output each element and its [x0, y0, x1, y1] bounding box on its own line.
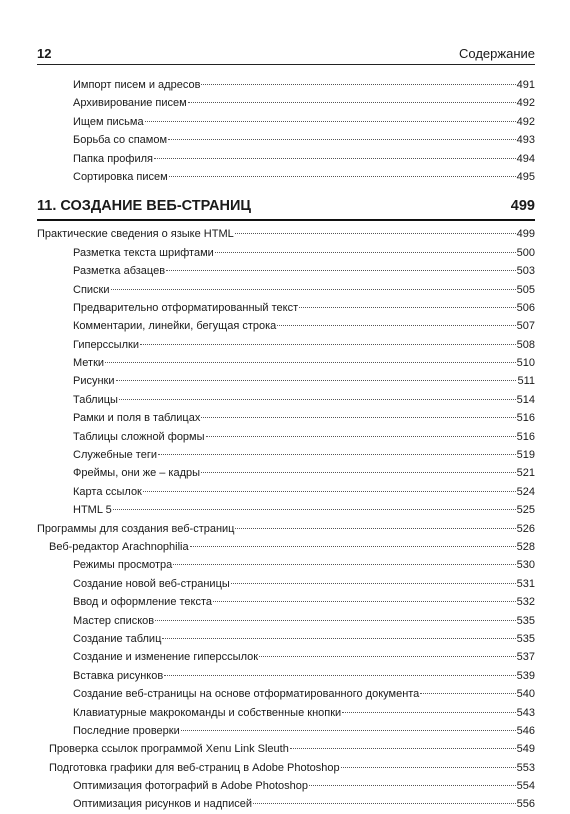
toc-entry[interactable] [37, 556, 535, 574]
toc-entry-page: 500 [516, 246, 535, 259]
toc-entry-page: 505 [516, 283, 535, 296]
toc-entry-title: Метки [73, 357, 105, 370]
toc-entry[interactable] [37, 464, 535, 482]
toc-entry-title: Проверка ссылок программой Xenu Link Sleuth [49, 743, 289, 756]
toc-entry-title: Фреймы, они же – кадры [73, 467, 201, 480]
toc-entry-title: Последние проверки [73, 724, 180, 737]
toc-leader [215, 252, 516, 253]
toc-entry-title: Разметка абзацев [73, 265, 166, 278]
toc-entry-page: 514 [516, 393, 535, 406]
toc-leader [166, 270, 516, 271]
toc-entry-title: Ввод и оформление текста [73, 596, 213, 609]
toc-entry[interactable] [37, 76, 535, 94]
header-rule [37, 64, 535, 65]
toc-entry-page: 524 [516, 485, 535, 498]
toc-entry[interactable] [37, 667, 535, 685]
toc-entry[interactable] [37, 795, 535, 813]
toc-entry[interactable] [37, 131, 535, 149]
toc-entry-page: 507 [516, 320, 535, 333]
toc-entry[interactable] [37, 612, 535, 630]
toc-entry[interactable] [37, 299, 535, 317]
toc-subsection[interactable] [37, 759, 535, 777]
toc-entry-page: 493 [516, 134, 535, 147]
toc-leader [164, 675, 515, 676]
toc-leader [111, 289, 516, 290]
toc-entry-title: Мастер списков [73, 614, 155, 627]
toc-entry-title: Рисунки [73, 375, 115, 388]
toc-entry-title: Списки [73, 283, 110, 296]
toc-entry-title: Создание таблиц [73, 632, 162, 645]
toc-entry-title: Папка профиля [73, 152, 153, 165]
toc-leader [201, 417, 515, 418]
toc-leader [201, 472, 516, 473]
toc-entry-page: 546 [516, 724, 535, 737]
toc-entry[interactable] [37, 409, 535, 427]
toc-entry-page: 494 [516, 152, 535, 165]
toc-entry[interactable] [37, 704, 535, 722]
toc-entry[interactable] [37, 428, 535, 446]
toc-entry-title: Создание веб-страницы на основе отформатированного документа [73, 688, 420, 701]
toc-entry[interactable] [37, 262, 535, 280]
toc-entry-title: Практические сведения о языке HTML [37, 228, 234, 241]
toc-entry[interactable] [37, 317, 535, 335]
toc-entry-page: 537 [516, 651, 535, 664]
chapter-title: 11. СОЗДАНИЕ ВЕБ-СТРАНИЦ [37, 198, 251, 215]
toc-entry-title: Разметка текста шрифтами [73, 246, 214, 259]
toc-leader [201, 84, 515, 85]
toc-subsection[interactable] [37, 740, 535, 758]
chapter-page: 499 [510, 198, 535, 215]
toc-leader [116, 380, 517, 381]
toc-entry-title: HTML 5 [73, 504, 112, 517]
toc-entry[interactable] [37, 593, 535, 611]
toc-entry-page: 540 [516, 688, 535, 701]
toc-entry[interactable] [37, 391, 535, 409]
toc-entry-page: 525 [516, 504, 535, 517]
toc-entry-page: 495 [516, 170, 535, 183]
toc-entry-page: 554 [516, 780, 535, 793]
toc-leader [173, 564, 515, 565]
toc-leader [188, 102, 516, 103]
toc-entry-title: Клавиатурные макрокоманды и собственные кнопки [73, 706, 342, 719]
toc-entry-title: Создание новой веб-страницы [73, 577, 230, 590]
toc-entry-page: 499 [516, 228, 535, 241]
table-of-contents [37, 76, 535, 814]
toc-entry[interactable] [37, 150, 535, 168]
toc-entry[interactable] [37, 575, 535, 593]
toc-entry-page: 539 [516, 669, 535, 682]
toc-leader [277, 325, 515, 326]
toc-entry-title: Таблицы сложной формы [73, 430, 205, 443]
toc-entry-title: Подготовка графики для веб-страниц в Adobe Photoshop [49, 761, 340, 774]
toc-leader [154, 158, 516, 159]
toc-entry-title: Борьба со спамом [73, 134, 168, 147]
toc-leader [119, 399, 516, 400]
toc-entry-title: Создание и изменение гиперссылок [73, 651, 259, 664]
toc-entry-page: 511 [517, 375, 535, 388]
toc-entry[interactable] [37, 113, 535, 131]
toc-entry-page: 491 [516, 79, 535, 91]
toc-entry-page: 535 [516, 614, 535, 627]
toc-leader [181, 730, 516, 731]
toc-entry[interactable] [37, 244, 535, 262]
toc-leader [235, 233, 516, 234]
toc-leader [206, 436, 516, 437]
toc-entry-page: 549 [516, 743, 535, 756]
toc-entry-page: 503 [516, 265, 535, 278]
toc-entry[interactable] [37, 685, 535, 703]
toc-leader [140, 344, 516, 345]
toc-leader [158, 454, 516, 455]
toc-leader [299, 307, 516, 308]
running-head: Содержание [459, 46, 535, 61]
toc-leader [213, 601, 516, 602]
toc-leader [231, 583, 516, 584]
toc-entry-page: 516 [516, 412, 535, 425]
toc-entry[interactable] [37, 336, 535, 354]
toc-entry-title: Таблицы [73, 393, 118, 406]
toc-subsection[interactable] [37, 538, 535, 556]
toc-entry-title: Предварительно отформатированный текст [73, 301, 299, 314]
toc-leader [169, 176, 516, 177]
toc-entry-title: Веб-редактор Arachnophilia [49, 540, 189, 553]
toc-entry-page: 531 [516, 577, 535, 590]
toc-entry-title: Ищем письма [73, 115, 144, 128]
toc-leader [162, 638, 515, 639]
toc-entry[interactable] [37, 648, 535, 666]
toc-leader [105, 362, 516, 363]
toc-leader [290, 748, 516, 749]
toc-entry-page: 528 [516, 540, 535, 553]
toc-entry-page: 506 [516, 301, 535, 314]
toc-entry[interactable] [37, 372, 535, 390]
toc-entry-page: 508 [516, 338, 535, 351]
page-number: 12 [37, 46, 52, 61]
chapter-heading[interactable] [37, 195, 535, 221]
toc-entry-title: Комментарии, линейки, бегущая строка [73, 320, 277, 333]
toc-entry-title: Архивирование писем [73, 97, 187, 110]
toc-entry[interactable] [37, 483, 535, 501]
toc-entry-title: Карта ссылок [73, 485, 142, 498]
toc-entry-page: 492 [516, 115, 535, 128]
toc-entry[interactable] [37, 94, 535, 112]
toc-entry-page: 553 [516, 761, 535, 774]
toc-leader [145, 121, 516, 122]
toc-entry-page: 492 [516, 97, 535, 110]
toc-entry-title: Сортировка писем [73, 170, 168, 183]
toc-leader [420, 693, 515, 694]
toc-entry[interactable] [37, 446, 535, 464]
toc-leader [341, 767, 516, 768]
toc-entry[interactable] [37, 777, 535, 795]
toc-leader [342, 712, 515, 713]
toc-entry-title: Гиперссылки [73, 338, 139, 351]
toc-entry-page: 556 [516, 798, 535, 811]
toc-entry[interactable] [37, 168, 535, 186]
toc-section[interactable] [37, 520, 535, 538]
toc-entry-page: 521 [516, 467, 535, 480]
toc-entry-title: Служебные теги [73, 449, 157, 462]
toc-leader [253, 803, 516, 804]
toc-entry[interactable] [37, 722, 535, 740]
toc-leader [190, 546, 516, 547]
toc-entry-title: Программы для создания веб-страниц [37, 522, 235, 535]
toc-leader [168, 139, 516, 140]
toc-entry-page: 532 [516, 596, 535, 609]
toc-leader [235, 528, 515, 529]
toc-entry[interactable] [37, 281, 535, 299]
toc-entry-page: 526 [516, 522, 535, 535]
toc-leader [309, 785, 516, 786]
toc-entry[interactable] [37, 630, 535, 648]
toc-leader [113, 509, 516, 510]
toc-entry-page: 516 [516, 430, 535, 443]
toc-leader [143, 491, 516, 492]
toc-entry-page: 519 [516, 449, 535, 462]
toc-entry-title: Режимы просмотра [73, 559, 173, 572]
toc-entry-page: 510 [516, 357, 535, 370]
toc-entry-page: 543 [516, 706, 535, 719]
toc-entry[interactable] [37, 501, 535, 519]
toc-entry-title: Импорт писем и адресов [73, 79, 201, 91]
toc-entry-page: 530 [516, 559, 535, 572]
toc-entry-page: 535 [516, 632, 535, 645]
toc-entry-title: Оптимизация фотографий в Adobe Photoshop [73, 780, 308, 793]
page-header [37, 46, 535, 60]
toc-entry-title: Вставка рисунков [73, 669, 164, 682]
toc-leader [259, 656, 516, 657]
toc-entry[interactable] [37, 354, 535, 372]
toc-section[interactable] [37, 225, 535, 243]
toc-entry-title: Оптимизация рисунков и надписей [73, 798, 252, 811]
toc-leader [155, 620, 516, 621]
toc-entry-title: Рамки и поля в таблицах [73, 412, 201, 425]
